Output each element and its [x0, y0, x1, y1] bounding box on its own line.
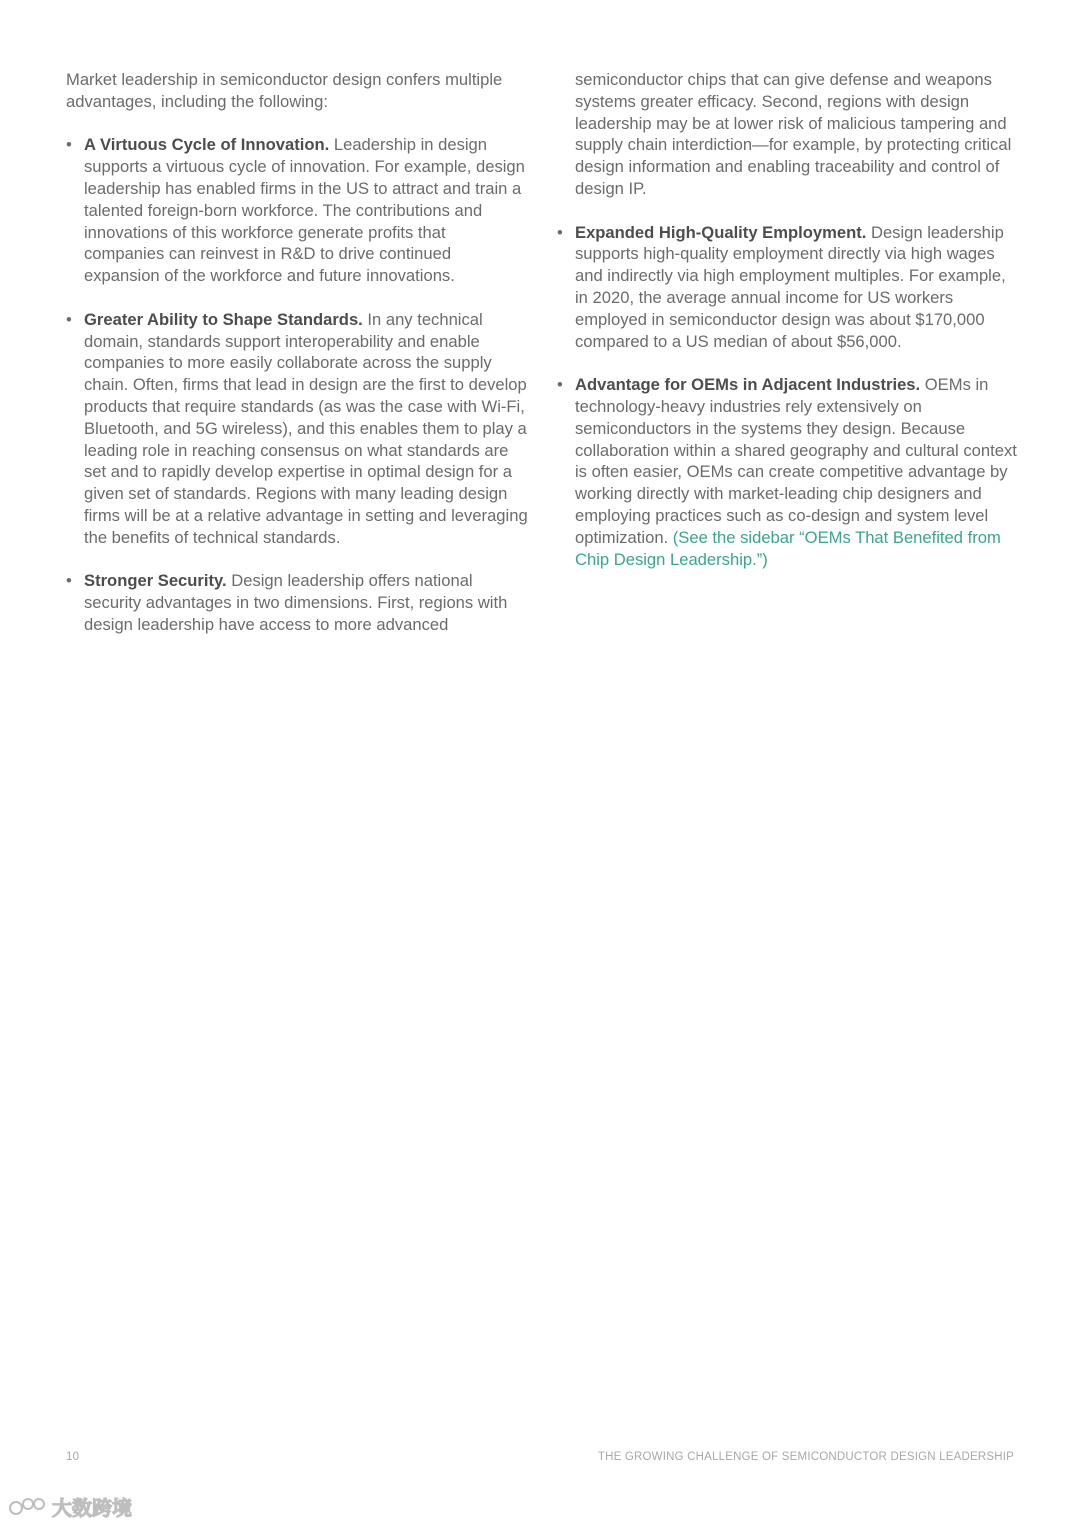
- left-column: [66, 69, 528, 658]
- bullet-dot-icon: •: [66, 135, 72, 155]
- bullet-dot-icon: •: [66, 571, 72, 591]
- bullet-lead: A Virtuous Cycle of Innovation.: [84, 135, 330, 155]
- bullet-lead: Greater Ability to Shape Standards.: [84, 309, 363, 329]
- bullet-lead: Advantage for OEMs in Adjacent Industries.: [575, 375, 921, 395]
- bullet-security: [66, 570, 528, 635]
- bullet-text: OEMs in technology-heavy industries rely extensively on semiconductors in the systems they design. Because collaboration within a shared geography and cultural context is often easier, OEMs can create competitive advantage by working directly with market-leading chip designers and employing practices such as co-design and system level optimization.: [575, 375, 1017, 547]
- bullet-text: In any technical domain, standards support interoperability and enable companies to more easily collaborate across the supply chain. Often, firms that lead in design are the first to develop products that require standards (as was the case with Wi-Fi, Bluetooth, and 5G wireless), and this enables them to play a leading role in reaching consensus on what standards are set and to rapidly develop expertise in optimal design for a given set of standards. Regions with many leading design firms will be at a relative advantage in setting and leveraging the benefits of technical standards.: [84, 309, 528, 547]
- page-number: 10: [66, 1451, 80, 1463]
- bullet-text: Design leadership supports high-quality employment directly via high wages and indirectly via high employment multiples. For example, in 2020, the average annual income for US workers employed in semiconductor design was about $170,000 compared to a US median of about $56,000.: [575, 222, 1006, 351]
- bullet-oems: [557, 374, 1017, 570]
- bullet-standards: [66, 309, 528, 549]
- bullet-lead: Expanded High-Quality Employment.: [575, 222, 867, 242]
- right-bullet-list: [557, 222, 1017, 571]
- running-title: THE GROWING CHALLENGE OF SEMICONDUCTOR DESIGN LEADERSHIP: [597, 1451, 1014, 1463]
- bullet-lead: Stronger Security.: [84, 571, 227, 591]
- watermark-logo-icon: [8, 1495, 48, 1519]
- sidebar-reference-link[interactable]: (See the sidebar “OEMs That Benefited from Chip Design Leadership.”): [575, 527, 1001, 569]
- left-bullet-list: [66, 134, 528, 635]
- watermark-text: 大数跨境: [52, 1496, 132, 1520]
- continuation-paragraph: semiconductor chips that can give defense and weapons systems greater efficacy. Second, regions with design leadership may be at lower risk of malicious tampering and supply chain interdiction—for example, by protecting critical design information and enabling traceability and control of design IP.: [575, 70, 1012, 198]
- right-column: [557, 69, 1017, 592]
- intro-paragraph: Market leadership in semiconductor design confers multiple advantages, including the following:: [66, 70, 503, 111]
- bullet-text: Design leadership offers national security advantages in two dimensions. First, regions with design leadership have access to more advanced: [84, 571, 508, 634]
- watermark: [8, 1492, 132, 1521]
- bullet-employment: [557, 222, 1017, 353]
- bullet-text: Leadership in design supports a virtuous cycle of innovation. For example, design leadership has enabled firms in the US to attract and train a talented foreign-born workforce. The contributions and innovations of this workforce generate profits that companies can reinvest in R&D to drive continued expansion of the workforce and future innovations.: [84, 135, 525, 286]
- bullet-virtuous-cycle: [66, 134, 528, 287]
- bullet-dot-icon: •: [557, 222, 563, 242]
- bullet-dot-icon: •: [557, 375, 563, 395]
- bullet-dot-icon: •: [66, 309, 72, 329]
